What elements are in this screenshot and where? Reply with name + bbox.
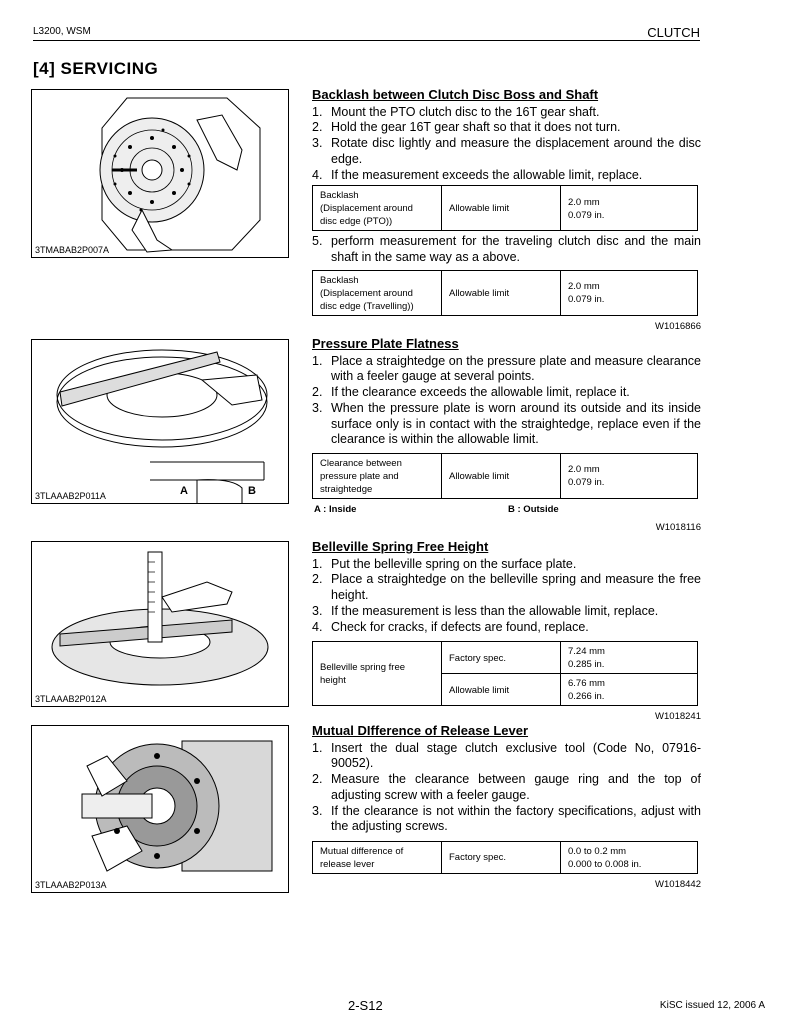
spec-type: Factory spec. <box>442 841 561 873</box>
step-item: 5. perform measurement for the traveling clutch disc and the main shaft in the same way as a above. <box>312 234 701 264</box>
step-item: 4. Check for cracks, if defects are found, replace. <box>312 619 589 634</box>
reference-code: W1016866 <box>655 320 701 332</box>
figure-caption: 3TLAAAB2P012A <box>35 694 107 704</box>
step-item: 2. If the clearance exceeds the allowable limit, replace it. <box>312 385 630 400</box>
spec-table <box>312 841 698 874</box>
spec-table <box>312 185 698 231</box>
header-chapter: CLUTCH <box>647 25 700 40</box>
spec-table <box>312 270 698 316</box>
header-rule <box>33 40 700 41</box>
issue-note: KiSC issued 12, 2006 A <box>659 1000 765 1011</box>
reference-code: W1018241 <box>655 711 701 723</box>
step-item: 2. Measure the clearance between gauge ring and the top of adjusting screw with a feeler gauge. <box>312 772 701 802</box>
step-item: 3. Rotate disc lightly and measure the displacement around the disc edge. <box>312 136 701 166</box>
figure-caption: 3TLAAAB2P013A <box>35 880 107 890</box>
spec-table <box>312 641 698 706</box>
spec-value: 2.0 mm 0.079 in. <box>561 186 698 231</box>
spec-type: Factory spec. <box>442 642 561 674</box>
step-list <box>312 354 701 448</box>
reference-code: W1018442 <box>655 878 701 890</box>
legend-inside: A : Inside <box>314 503 357 515</box>
reference-code: W1018116 <box>655 521 701 533</box>
section-heading: Pressure Plate Flatness <box>312 336 459 351</box>
figure-pressure-plate <box>31 339 289 504</box>
spec-value: 6.76 mm 0.266 in. <box>561 674 698 706</box>
step-item: 1. Put the belleville spring on the surface plate. <box>312 556 577 571</box>
step-item: 2. Hold the gear 16T gear shaft so that it does not turn. <box>312 120 621 135</box>
section-pressure-plate <box>312 336 701 536</box>
spec-type: Allowable limit <box>442 270 561 315</box>
belleville-spring-illustration <box>32 542 288 706</box>
step-item: 3. If the clearance is not within the factory specifications, adjust with the adjusting screws. <box>312 803 701 834</box>
spec-item: Belleville spring free height <box>313 642 442 706</box>
figure-label-a: A <box>180 485 188 497</box>
spec-type: Allowable limit <box>442 674 561 706</box>
spec-type: Allowable limit <box>442 453 561 498</box>
step-item: 1. Insert the dual stage clutch exclusive tool (Code No, 07916-90052). <box>312 740 701 771</box>
spec-value: 2.0 mm 0.079 in. <box>561 453 698 498</box>
figure-caption: 3TLAAAB2P011A <box>35 491 106 501</box>
figure-caption: 3TMABAB2P007A <box>35 245 110 255</box>
figure-release-lever <box>31 725 289 893</box>
section-heading: Backlash between Clutch Disc Boss and Shaft <box>312 87 599 102</box>
step-list <box>312 557 701 636</box>
spec-item: Mutual difference of release lever <box>313 841 442 873</box>
step-item: 3. If the measurement is less than the allowable limit, replace. <box>312 603 659 618</box>
spec-table <box>312 453 698 499</box>
step-item: 4. If the measurement exceeds the allowable limit, replace. <box>312 167 643 182</box>
spec-item: Clearance between pressure plate and straightedge <box>313 453 442 498</box>
release-lever-illustration <box>32 726 288 892</box>
section-title: [4] SERVICING <box>33 59 159 78</box>
section-heading: Mutual DIfference of Release Lever <box>312 723 529 738</box>
step-item: 3. When the pressure plate is worn around its outside and its inside surface only is in contact with the straightedge, replace even if the clearance is within the allowable limit. <box>312 400 701 447</box>
figure-label-b: B <box>248 485 256 497</box>
page-number: 2-S12 <box>348 998 383 1013</box>
section-heading: Belleville Spring Free Height <box>312 539 489 554</box>
spec-type: Allowable limit <box>442 186 561 231</box>
step-item: 1. Mount the PTO clutch disc to the 16T gear shaft. <box>312 104 600 119</box>
spec-value: 0.0 to 0.2 mm 0.000 to 0.008 in. <box>561 841 698 873</box>
legend-outside: B : Outside <box>508 503 559 515</box>
section-belleville-spring <box>312 539 701 725</box>
spec-value: 7.24 mm 0.285 in. <box>561 642 698 674</box>
step-list <box>312 234 701 265</box>
spec-value: 2.0 mm 0.079 in. <box>561 270 698 315</box>
figure-belleville-spring <box>31 541 289 707</box>
step-list <box>312 105 701 184</box>
spec-item: Backlash (Displacement around disc edge (PTO)) <box>313 186 442 231</box>
pressure-plate-illustration <box>32 340 288 503</box>
section-release-lever <box>312 723 701 893</box>
figure-clutch-disc-backlash <box>31 89 289 258</box>
step-item: 2. Place a straightedge on the belleville spring and measure the free height. <box>312 572 701 603</box>
inside-outside-legend <box>312 502 701 516</box>
header-model: L3200, WSM <box>33 26 91 37</box>
spec-item: Backlash (Displacement around disc edge (Travelling)) <box>313 270 442 315</box>
step-list <box>312 741 701 835</box>
step-item: 1. Place a straightedge on the pressure plate and measure clearance with a feeler gauge at several points. <box>312 353 701 384</box>
section-backlash <box>312 87 701 334</box>
clutch-disc-illustration <box>32 90 288 257</box>
